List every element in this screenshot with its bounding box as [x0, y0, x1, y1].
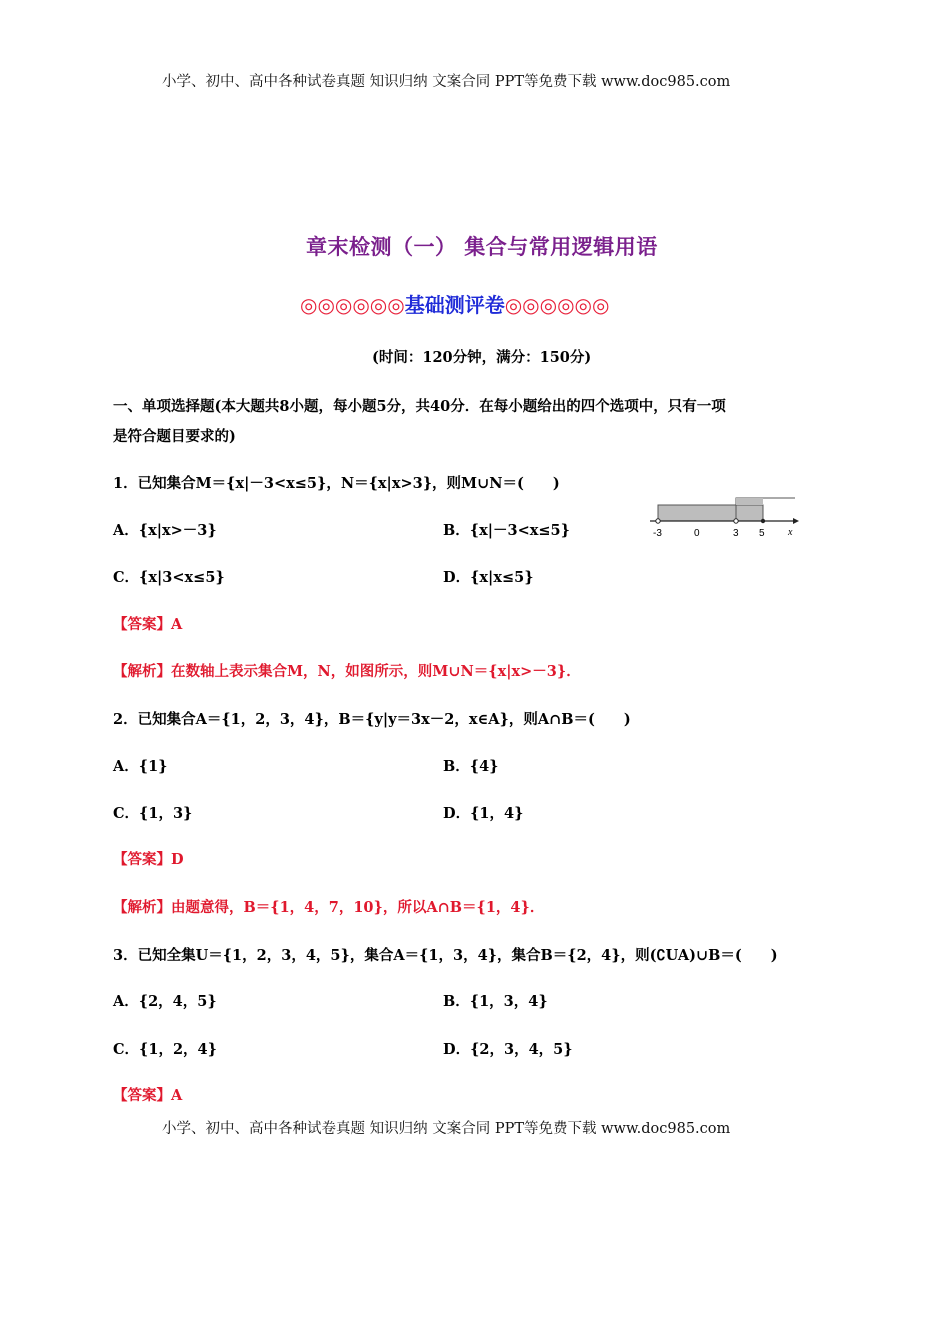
set-m-shading	[658, 505, 763, 521]
page-title: 章末检测（一） 集合与常用逻辑用语	[306, 235, 658, 259]
tick-label-neg3: -3	[653, 528, 662, 539]
question-2-option-b: B．{4}	[443, 758, 499, 775]
question-2-analysis: 【解析】由题意得，B＝{1，4，7，10}，所以A∩B＝{1，4}．	[113, 899, 545, 916]
subtitle-text: 基础测评卷	[404, 293, 505, 317]
question-2-option-d: D．{1，4}	[443, 805, 524, 822]
set-n-shading	[736, 498, 763, 505]
decorative-marks-right: ◎◎◎◎◎◎	[504, 293, 610, 317]
question-1-answer: 【答案】A	[113, 616, 183, 633]
question-2-option-a: A．{1}	[113, 758, 168, 775]
axis-arrow-icon	[793, 518, 799, 524]
question-3-option-b: B．{1，3，4}	[443, 993, 548, 1010]
exam-info: (时间：120分钟，满分：150分)	[372, 349, 592, 366]
page-footer: 小学、初中、高中各种试卷真题 知识归纳 文案合同 PPT等免费下载 www.doc985.com	[162, 1121, 731, 1137]
question-1-option-d: D．{x|x≤5}	[443, 569, 534, 586]
section-heading-line2: 是符合题目要求的)	[113, 428, 236, 445]
question-1-option-b: B．{x|－3<x≤5}	[443, 522, 570, 539]
question-1-option-a: A．{x|x>－3}	[113, 522, 217, 539]
question-3-option-c: C．{1，2，4}	[113, 1041, 217, 1058]
question-3-option-d: D．{2，3，4，5}	[443, 1041, 573, 1058]
question-2-option-c: C．{1，3}	[113, 805, 193, 822]
tick-label-5: 5	[759, 528, 765, 539]
question-2-answer: 【答案】D	[113, 851, 184, 868]
question-1-analysis: 【解析】在数轴上表示集合M，N，如图所示，则M∪N＝{x|x>－3}．	[113, 663, 581, 680]
page-header: 小学、初中、高中各种试卷真题 知识归纳 文案合同 PPT等免费下载 www.doc985.com	[162, 74, 731, 90]
question-1-stem: 1．已知集合M＝{x|－3<x≤5}，N＝{x|x>3}，则M∪N＝( )	[113, 475, 560, 492]
axis-label-x: x	[788, 527, 793, 538]
question-2-stem: 2．已知集合A＝{1，2，3，4}，B＝{y|y＝3x－2，x∈A}，则A∩B＝( )	[113, 711, 631, 728]
tick-label-0: 0	[694, 528, 700, 539]
point-5	[761, 519, 765, 523]
point-neg3	[656, 519, 660, 523]
point-3	[734, 519, 738, 523]
page-subtitle	[300, 289, 609, 318]
tick-label-3: 3	[733, 528, 739, 539]
number-line-figure	[645, 492, 800, 542]
question-3-option-a: A．{2，4，5}	[113, 993, 217, 1010]
question-3-stem: 3．已知全集U＝{1，2，3，4，5}，集合A＝{1，3，4}，集合B＝{2，4}，则(∁UA)∪B＝( )	[113, 947, 778, 964]
section-heading-line1: 一、单项选择题(本大题共8小题，每小题5分，共40分．在每小题给出的四个选项中，只有一项	[113, 398, 726, 415]
question-1-option-c: C．{x|3<x≤5}	[113, 569, 225, 586]
decorative-marks-left: ◎◎◎◎◎◎	[300, 293, 405, 317]
question-3-answer: 【答案】A	[113, 1087, 183, 1104]
